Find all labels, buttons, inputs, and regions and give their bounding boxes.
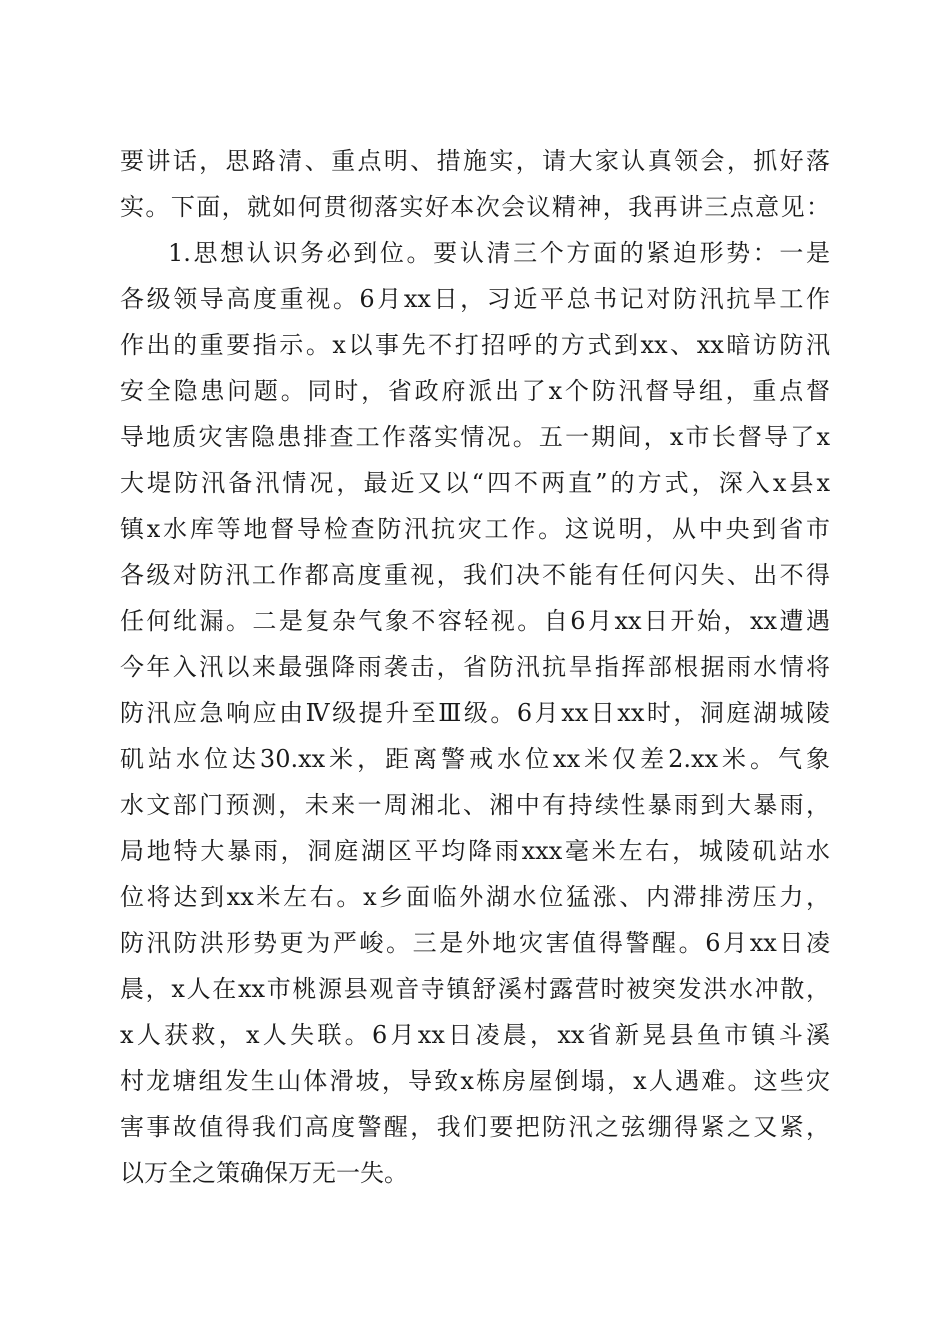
text-line: 害事故值得我们高度警醒，我们要把防汛之弦绷得紧之又紧， [120,1113,830,1141]
text-line: 水文部门预测，未来一周湘北、湘中有持续性暴雨到大暴雨， [120,791,830,819]
text-line: 导地质灾害隐患排查工作落实情况。五一期间，x市长督导了x [120,423,830,451]
text-line: 作出的重要指示。x以事先不打招呼的方式到xx、xx暗访防汛 [120,331,830,359]
text-line: 镇x水库等地督导检查防汛抗灾工作。这说明，从中央到省市 [120,515,830,543]
text-line: 位将达到xx米左右。x乡面临外湖水位猛涨、内滞排涝压力， [120,883,830,911]
text-line: 各级对防汛工作都高度重视，我们决不能有任何闪失、出不得 [120,561,830,589]
text-line: x人获救，x人失联。6月xx日凌晨，xx省新晃县鱼市镇斗溪 [120,1021,830,1049]
text-line: 防汛防洪形势更为严峻。三是外地灾害值得警醒。6月xx日凌 [120,929,830,957]
text-line: 局地特大暴雨，洞庭湖区平均降雨xxx毫米左右，城陵矶站水 [120,837,830,865]
text-line: 各级领导高度重视。6月xx日，习近平总书记对防汛抗旱工作 [120,285,830,313]
text-line: 防汛应急响应由Ⅳ级提升至Ⅲ级。6月xx日xx时，洞庭湖城陵 [120,699,830,727]
text-line: 村龙塘组发生山体滑坡，导致x栋房屋倒塌，x人遇难。这些灾 [120,1067,830,1095]
text-line: 大堤防汛备汛情况，最近又以“四不两直”的方式，深入x县x [120,469,830,497]
text-line: 实。下面，就如何贯彻落实好本次会议精神，我再讲三点意见： [120,193,830,221]
text-line: 矶站水位达30.xx米，距离警戒水位xx米仅差2.xx米。气象 [120,745,830,773]
text-line: 安全隐患问题。同时，省政府派出了x个防汛督导组，重点督 [120,377,830,405]
text-line: 以万全之策确保万无一失。 [120,1159,408,1187]
text-line: 晨，x人在xx市桃源县观音寺镇舒溪村露营时被突发洪水冲散， [120,975,830,1003]
text-line: 要讲话，思路清、重点明、措施实，请大家认真领会，抓好落 [120,147,830,175]
text-line: 任何纰漏。二是复杂气象不容轻视。自6月xx日开始，xx遭遇 [120,607,830,635]
text-line: 1.思想认识务必到位。要认清三个方面的紧迫形势：一是 [168,239,830,267]
text-line: 今年入汛以来最强降雨袭击，省防汛抗旱指挥部根据雨水情将 [120,653,830,681]
